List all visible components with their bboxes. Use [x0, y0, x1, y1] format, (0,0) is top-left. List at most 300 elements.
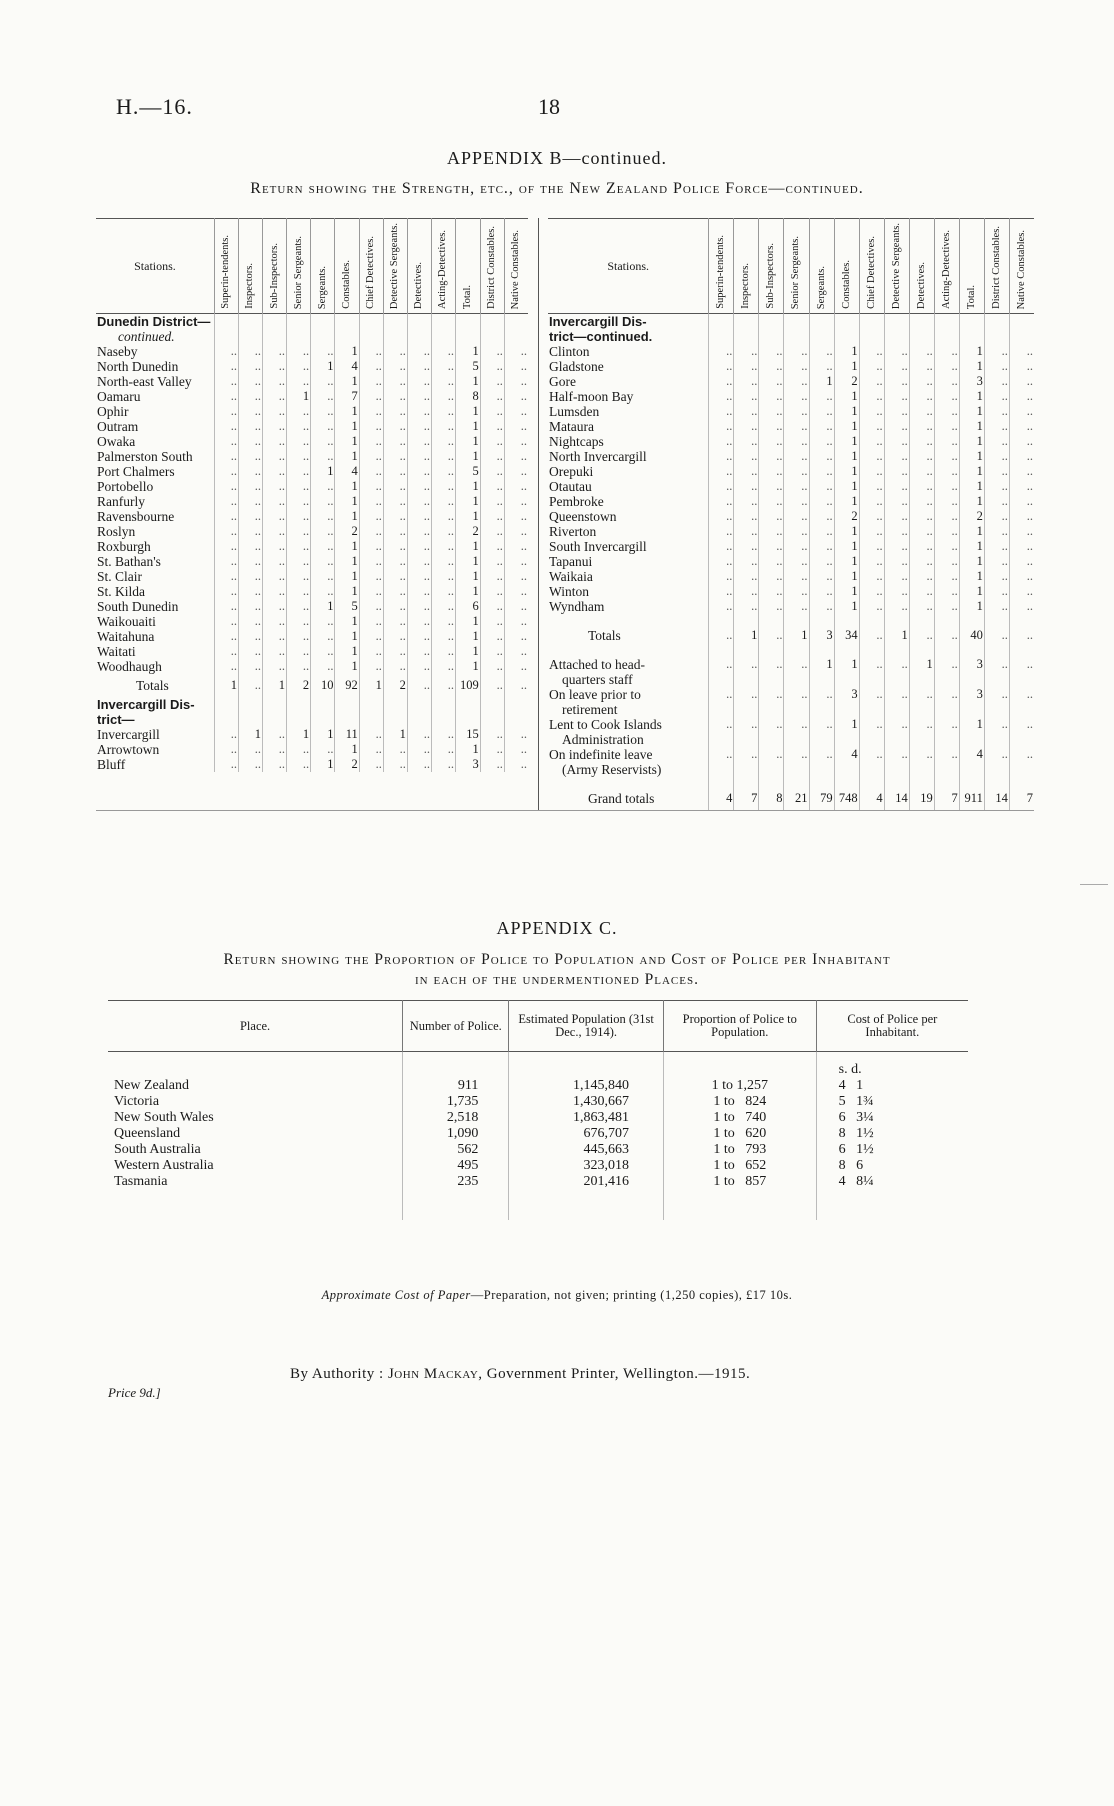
col-header: [311, 219, 335, 314]
table-row: [548, 702, 1034, 717]
station-name: St. Bathan's: [97, 554, 161, 570]
cell-value: [884, 777, 909, 787]
table-header-row: [548, 219, 1034, 314]
cell-value: ..: [784, 657, 809, 672]
cell-value: [859, 614, 884, 624]
cell-value: ..: [311, 524, 335, 539]
proportion-value: 1 to 824: [663, 1094, 816, 1110]
table-row: [548, 614, 1034, 624]
cell-value: [959, 672, 984, 687]
cell-value: ..: [214, 584, 238, 599]
proportion-value: 1 to 740: [663, 1110, 816, 1126]
table-row: [96, 329, 528, 344]
cell-value: ..: [734, 389, 759, 404]
spacer-cell: [403, 1190, 509, 1220]
cell-value: ..: [734, 569, 759, 584]
station-name: Dunedin District—: [97, 313, 211, 329]
col-header: [759, 219, 784, 314]
cell-value: ..: [480, 742, 504, 757]
cell-value: ..: [504, 404, 528, 419]
cell-value: 3: [834, 687, 859, 702]
cell-value: ..: [709, 464, 734, 479]
cell-value: ..: [359, 449, 383, 464]
cell-value: [407, 329, 431, 344]
cell-value: [480, 314, 504, 330]
cell-value: [934, 672, 959, 687]
cell-value: [504, 329, 528, 344]
cell-value: ..: [1009, 624, 1034, 647]
cell-value: 1: [311, 727, 335, 742]
cell-value: ..: [383, 509, 407, 524]
cell-value: ..: [934, 389, 959, 404]
proportion-value: 1 to 620: [663, 1126, 816, 1142]
cell-value: [1009, 702, 1034, 717]
cell-value: ..: [1009, 509, 1034, 524]
cell-value: [335, 329, 359, 344]
cell-value: ..: [431, 584, 455, 599]
table-row: [96, 419, 528, 434]
cell-value: 3: [455, 757, 480, 772]
cell-value: ..: [884, 494, 909, 509]
cell-value: ..: [984, 584, 1009, 599]
cell-value: [859, 777, 884, 787]
cell-value: [834, 647, 859, 657]
cell-value: [934, 329, 959, 344]
cell-value: ..: [734, 449, 759, 464]
document-code: H.—16.: [116, 94, 193, 119]
cell-value: ..: [431, 554, 455, 569]
cell-value: 1: [834, 464, 859, 479]
cell-value: ..: [431, 419, 455, 434]
police-count: 2,518: [403, 1110, 509, 1126]
cell-value: 14: [884, 787, 909, 810]
cell-value: ..: [784, 509, 809, 524]
cell-value: [859, 314, 884, 330]
population-value: 676,707: [509, 1126, 664, 1142]
cell-value: ..: [407, 479, 431, 494]
cell-value: ..: [359, 464, 383, 479]
appendix-c-subtitle-line2: in each of the undermentioned Places.: [415, 971, 699, 988]
cell-value: ..: [934, 687, 959, 702]
col-header: [984, 219, 1009, 314]
cell-value: 1: [455, 569, 480, 584]
col-header: [214, 219, 238, 314]
cell-value: ..: [431, 434, 455, 449]
cell-value: [383, 329, 407, 344]
table-row: [96, 727, 528, 742]
cell-value: [709, 732, 734, 747]
cell-value: ..: [709, 434, 734, 449]
cell-value: 40: [959, 624, 984, 647]
cell-value: ..: [287, 434, 311, 449]
col-header: [859, 219, 884, 314]
cell-value: ..: [480, 554, 504, 569]
cell-value: ..: [984, 687, 1009, 702]
cell-value: ..: [359, 599, 383, 614]
table-row: [96, 509, 528, 524]
cell-value: 1: [784, 624, 809, 647]
cell-value: ..: [784, 524, 809, 539]
cell-value: ..: [480, 374, 504, 389]
cell-value: 1: [834, 584, 859, 599]
cell-value: [383, 712, 407, 727]
cell-value: ..: [383, 464, 407, 479]
cell-value: ..: [984, 599, 1009, 614]
cell-value: [984, 762, 1009, 777]
cell-value: ..: [383, 449, 407, 464]
cell-value: 1: [834, 479, 859, 494]
col-header-label: Detectives.: [413, 262, 425, 310]
cell-value: 1: [734, 624, 759, 647]
cell-value: ..: [1009, 359, 1034, 374]
cell-value: ..: [984, 524, 1009, 539]
station-name: Waikouaiti: [97, 614, 156, 630]
cell-value: [909, 672, 934, 687]
cell-value: ..: [809, 434, 834, 449]
cell-value: [809, 647, 834, 657]
cell-value: ..: [311, 374, 335, 389]
cell-value: [934, 777, 959, 787]
cell-value: ..: [809, 449, 834, 464]
station-name: Portobello: [97, 479, 154, 495]
cell-value: ..: [383, 359, 407, 374]
margin-mark: [1080, 884, 1108, 885]
cell-value: ..: [909, 389, 934, 404]
cell-value: ..: [480, 434, 504, 449]
cell-value: 8: [759, 787, 784, 810]
cell-value: ..: [311, 494, 335, 509]
cell-value: ..: [407, 419, 431, 434]
cell-value: ..: [934, 569, 959, 584]
cell-value: ..: [287, 742, 311, 757]
cell-value: ..: [383, 629, 407, 644]
cell-value: [311, 697, 335, 712]
cell-value: 1: [455, 374, 480, 389]
authority-prefix: By Authority :: [290, 1366, 384, 1382]
cell-value: ..: [809, 419, 834, 434]
cell-value: 1: [311, 757, 335, 772]
cell-value: ..: [884, 509, 909, 524]
cell-value: ..: [383, 659, 407, 674]
cell-value: ..: [431, 404, 455, 419]
cell-value: ..: [480, 404, 504, 419]
cell-value: ..: [759, 624, 784, 647]
cell-value: [784, 329, 809, 344]
cell-value: [959, 614, 984, 624]
cell-value: ..: [909, 747, 934, 762]
station-name: Gladstone: [549, 359, 604, 375]
table-row: [96, 344, 528, 359]
cell-value: ..: [359, 359, 383, 374]
cell-value: [809, 702, 834, 717]
cell-value: [909, 314, 934, 330]
cell-value: ..: [407, 614, 431, 629]
col-header-label: District Constables.: [486, 226, 498, 310]
cell-value: ..: [504, 757, 528, 772]
cell-value: ..: [287, 419, 311, 434]
cell-value: 92: [335, 674, 359, 697]
cell-value: ..: [383, 389, 407, 404]
table-row: [548, 539, 1034, 554]
cell-value: ..: [504, 479, 528, 494]
cell-value: 4: [859, 787, 884, 810]
cell-value: 5: [335, 599, 359, 614]
cell-value: ..: [287, 757, 311, 772]
cell-value: 1: [959, 404, 984, 419]
cell-value: [834, 702, 859, 717]
station-name: Bluff: [97, 757, 126, 773]
cell-value: ..: [759, 657, 784, 672]
cell-value: ..: [480, 509, 504, 524]
table-row: [548, 419, 1034, 434]
table-row: [548, 687, 1034, 702]
table-row: [548, 777, 1034, 787]
cell-value: [809, 672, 834, 687]
cell-value: ..: [1009, 554, 1034, 569]
cell-value: ..: [287, 344, 311, 359]
cell-value: ..: [214, 374, 238, 389]
cell-value: ..: [311, 554, 335, 569]
cell-value: 4: [335, 464, 359, 479]
cell-value: ..: [859, 434, 884, 449]
cell-value: [407, 712, 431, 727]
cell-value: ..: [262, 742, 286, 757]
col-header-label: Superin-tendents.: [220, 235, 232, 310]
cell-value: ..: [383, 757, 407, 772]
cell-value: ..: [238, 599, 262, 614]
police-count: 911: [403, 1078, 509, 1094]
cell-value: [311, 314, 335, 330]
cell-value: ..: [809, 464, 834, 479]
cell-value: ..: [709, 554, 734, 569]
cell-value: [984, 329, 1009, 344]
cell-value: ..: [504, 644, 528, 659]
cell-value: ..: [504, 539, 528, 554]
cell-value: 1: [834, 717, 859, 732]
cell-value: 1: [335, 554, 359, 569]
cell-value: ..: [759, 554, 784, 569]
cell-value: ..: [909, 524, 934, 539]
cell-value: 7: [1009, 787, 1034, 810]
cell-value: ..: [480, 644, 504, 659]
cell-value: ..: [859, 747, 884, 762]
cell-value: ..: [759, 344, 784, 359]
cell-value: ..: [407, 569, 431, 584]
cell-value: ..: [407, 449, 431, 464]
table-row: [548, 647, 1034, 657]
cell-value: ..: [262, 374, 286, 389]
cell-value: [909, 614, 934, 624]
table-bottom-rule: [96, 810, 1034, 811]
place-name: Victoria: [114, 1094, 160, 1109]
cell-value: 1: [455, 614, 480, 629]
cell-value: ..: [734, 494, 759, 509]
cell-value: ..: [759, 747, 784, 762]
cell-value: [734, 702, 759, 717]
cell-value: 1: [335, 539, 359, 554]
cell-value: ..: [759, 374, 784, 389]
station-name: Ophir: [97, 404, 129, 420]
cell-value: [834, 614, 859, 624]
cell-value: [759, 329, 784, 344]
cell-value: ..: [859, 404, 884, 419]
cell-value: ..: [383, 539, 407, 554]
cell-value: [834, 314, 859, 330]
cell-value: ..: [1009, 717, 1034, 732]
cell-value: ..: [287, 359, 311, 374]
cell-value: [759, 702, 784, 717]
proportion-value: 1 to 857: [663, 1174, 816, 1190]
cell-value: 1: [455, 644, 480, 659]
cell-value: ..: [809, 479, 834, 494]
cell-value: 1: [455, 479, 480, 494]
cell-value: ..: [884, 479, 909, 494]
cell-value: ..: [407, 374, 431, 389]
cell-value: ..: [214, 659, 238, 674]
cell-value: ..: [262, 479, 286, 494]
appendix-c-subtitle: [100, 950, 1014, 990]
cell-value: ..: [383, 614, 407, 629]
cell-value: ..: [407, 509, 431, 524]
cell-value: ..: [734, 359, 759, 374]
cell-value: [984, 702, 1009, 717]
cell-value: [709, 762, 734, 777]
police-count: 1,090: [403, 1126, 509, 1142]
cell-value: 1: [455, 659, 480, 674]
cell-value: ..: [262, 509, 286, 524]
cell-value: ..: [784, 569, 809, 584]
cell-value: ..: [359, 554, 383, 569]
cell-value: ..: [238, 659, 262, 674]
cell-value: [238, 314, 262, 330]
cell-value: [909, 777, 934, 787]
cell-value: ..: [480, 659, 504, 674]
cell-value: 1: [959, 524, 984, 539]
place-name: Western Australia: [114, 1158, 214, 1173]
cell-value: ..: [884, 599, 909, 614]
cell-value: ..: [709, 524, 734, 539]
cell-value: ..: [238, 419, 262, 434]
cell-value: ..: [984, 494, 1009, 509]
cell-value: 1: [959, 464, 984, 479]
cell-value: 2: [834, 509, 859, 524]
cell-value: [431, 697, 455, 712]
population-value: 323,018: [509, 1158, 664, 1174]
cell-value: ..: [1009, 599, 1034, 614]
cell-value: ..: [407, 434, 431, 449]
cell-value: [359, 329, 383, 344]
cell-value: ..: [431, 629, 455, 644]
cell-value: ..: [238, 404, 262, 419]
col-header-label: Senior Sergeants.: [292, 235, 304, 310]
cell-value: ..: [709, 404, 734, 419]
cell-value: ..: [709, 419, 734, 434]
cell-value: 1: [834, 434, 859, 449]
table-row: [96, 389, 528, 404]
cell-value: ..: [734, 464, 759, 479]
station-name: Waikaia: [549, 569, 593, 585]
cell-value: [214, 697, 238, 712]
cell-value: ..: [709, 449, 734, 464]
population-value: 201,416: [509, 1174, 664, 1190]
table-header-row: [108, 1001, 968, 1052]
col-header: [238, 219, 262, 314]
cell-value: [809, 614, 834, 624]
col-header-label: Chief Detectives.: [865, 236, 877, 310]
cell-value: ..: [784, 359, 809, 374]
cell-value: [809, 762, 834, 777]
station-name: On indefinite leave: [549, 747, 653, 763]
cell-value: ..: [809, 359, 834, 374]
cell-value: ..: [909, 374, 934, 389]
cell-value: ..: [407, 539, 431, 554]
table-row: [548, 314, 1034, 330]
cell-value: ..: [311, 449, 335, 464]
table-row: [108, 1078, 968, 1094]
cell-value: ..: [262, 359, 286, 374]
cell-value: ..: [884, 374, 909, 389]
cell-value: 1: [311, 464, 335, 479]
cell-value: ..: [734, 687, 759, 702]
cell-value: [984, 777, 1009, 787]
table-row: [548, 449, 1034, 464]
cell-value: ..: [884, 464, 909, 479]
cell-value: 1: [959, 389, 984, 404]
cost-units: s. d.: [816, 1052, 968, 1079]
authority-line: [290, 1366, 750, 1383]
cell-value: ..: [311, 584, 335, 599]
cell-value: ..: [784, 584, 809, 599]
police-count: 562: [403, 1142, 509, 1158]
cell-value: 1: [359, 674, 383, 697]
cell-value: ..: [759, 687, 784, 702]
table-row: [548, 404, 1034, 419]
cell-value: ..: [984, 434, 1009, 449]
cell-value: ..: [214, 509, 238, 524]
cell-value: ..: [431, 614, 455, 629]
cell-value: [504, 712, 528, 727]
cell-value: [859, 762, 884, 777]
cell-value: [455, 329, 480, 344]
cell-value: ..: [407, 554, 431, 569]
cell-value: 911: [959, 787, 984, 810]
cell-value: ..: [784, 554, 809, 569]
cell-value: ..: [934, 344, 959, 359]
cell-value: [335, 712, 359, 727]
cell-value: [934, 762, 959, 777]
cell-value: ..: [504, 374, 528, 389]
table-row: [548, 479, 1034, 494]
col-header: [335, 219, 359, 314]
cell-value: ..: [407, 404, 431, 419]
table-row: [108, 1158, 968, 1174]
spacer-cell: [663, 1190, 816, 1220]
table-row: [108, 1126, 968, 1142]
col-header: [504, 219, 528, 314]
cell-value: [784, 732, 809, 747]
cell-value: ..: [909, 434, 934, 449]
cell-value: ..: [407, 629, 431, 644]
cell-value: ..: [784, 494, 809, 509]
station-name: Waitahuna: [97, 629, 155, 645]
price-note: Price 9d.]: [108, 1385, 161, 1400]
col-header: [407, 219, 431, 314]
cell-value: ..: [759, 419, 784, 434]
cell-value: ..: [984, 479, 1009, 494]
col-header-label: Sergeants.: [815, 265, 827, 310]
cell-value: ..: [909, 404, 934, 419]
cell-value: ..: [431, 539, 455, 554]
